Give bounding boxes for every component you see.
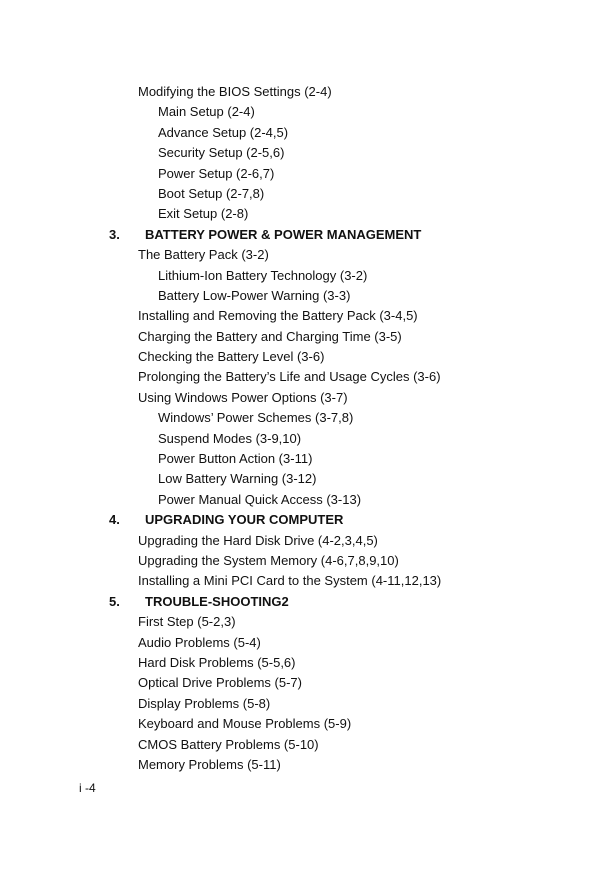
chapter-5-heading [0, 592, 612, 612]
chapter-title: TROUBLE-SHOOTING2 [145, 593, 289, 609]
toc-entry-exit-setup: Exit Setup (2-8) [158, 206, 249, 222]
toc-entry-main-setup: Main Setup (2-4) [158, 104, 255, 120]
toc-entry-memory-problems: Memory Problems (5-11) [138, 756, 281, 772]
toc-entry-lithium-ion: Lithium-Ion Battery Technology (3-2) [158, 267, 368, 283]
toc-entry-upgrading-memory: Upgrading the System Memory (4-6,7,8,9,10) [138, 552, 399, 568]
table-of-contents [0, 82, 612, 775]
chapter-title: UPGRADING YOUR COMPUTER [145, 512, 344, 528]
chapter-title: BATTERY POWER & POWER MANAGEMENT [145, 226, 422, 242]
toc-entry-cmos-battery-problems: CMOS Battery Problems (5-10) [138, 736, 319, 752]
toc-entry-optical-drive-problems: Optical Drive Problems (5-7) [138, 675, 302, 691]
page-number: i -4 [79, 781, 96, 795]
toc-entry-low-power-warning: Battery Low-Power Warning (3-3) [158, 287, 351, 303]
toc-entry-hard-disk-problems: Hard Disk Problems (5-5,6) [138, 654, 296, 670]
toc-entry-advance-setup: Advance Setup (2-4,5) [158, 124, 289, 140]
toc-entry-charging-battery: Charging the Battery and Charging Time (3-5) [138, 328, 402, 344]
toc-entry-upgrading-hdd: Upgrading the Hard Disk Drive (4-2,3,4,5) [138, 532, 378, 548]
toc-entry-prolonging-battery: Prolonging the Battery’s Life and Usage Cycles (3-6) [138, 369, 441, 385]
chapter-number: 5. [109, 593, 120, 609]
toc-entry-boot-setup: Boot Setup (2-7,8) [158, 185, 265, 201]
toc-entry-power-setup: Power Setup (2-6,7) [158, 165, 275, 181]
toc-entry-bios-settings: Modifying the BIOS Settings (2-4) [138, 84, 332, 99]
toc-entry-battery-pack: The Battery Pack (3-2) [138, 247, 269, 263]
chapter-number: 4. [109, 512, 120, 528]
chapter-number: 3. [109, 226, 120, 242]
toc-entry-installing-battery: Installing and Removing the Battery Pack (3-4,5) [138, 308, 418, 324]
toc-entry-low-battery-warning: Low Battery Warning (3-12) [158, 471, 317, 487]
toc-entry-power-button-action: Power Button Action (3-11) [158, 451, 313, 467]
toc-entry-windows-power-options: Using Windows Power Options (3-7) [138, 389, 348, 405]
toc-entry-power-manual-quick-access: Power Manual Quick Access (3-13) [158, 491, 362, 507]
chapter-3-heading [0, 225, 612, 245]
toc-entry-power-schemes: Windows’ Power Schemes (3-7,8) [158, 410, 354, 426]
toc-entry-checking-battery: Checking the Battery Level (3-6) [138, 349, 325, 365]
toc-entry-keyboard-mouse-problems: Keyboard and Mouse Problems (5-9) [138, 716, 352, 732]
toc-entry-mini-pci-card: Installing a Mini PCI Card to the System (4-11,12,13) [138, 573, 442, 589]
toc-entry-first-step: First Step (5-2,3) [138, 614, 236, 630]
toc-entry-audio-problems: Audio Problems (5-4) [138, 634, 261, 650]
toc-entry-display-problems: Display Problems (5-8) [138, 695, 271, 711]
toc-entry-security-setup: Security Setup (2-5,6) [158, 145, 285, 161]
chapter-4-heading [0, 510, 612, 530]
toc-entry-suspend-modes: Suspend Modes (3-9,10) [158, 430, 302, 446]
